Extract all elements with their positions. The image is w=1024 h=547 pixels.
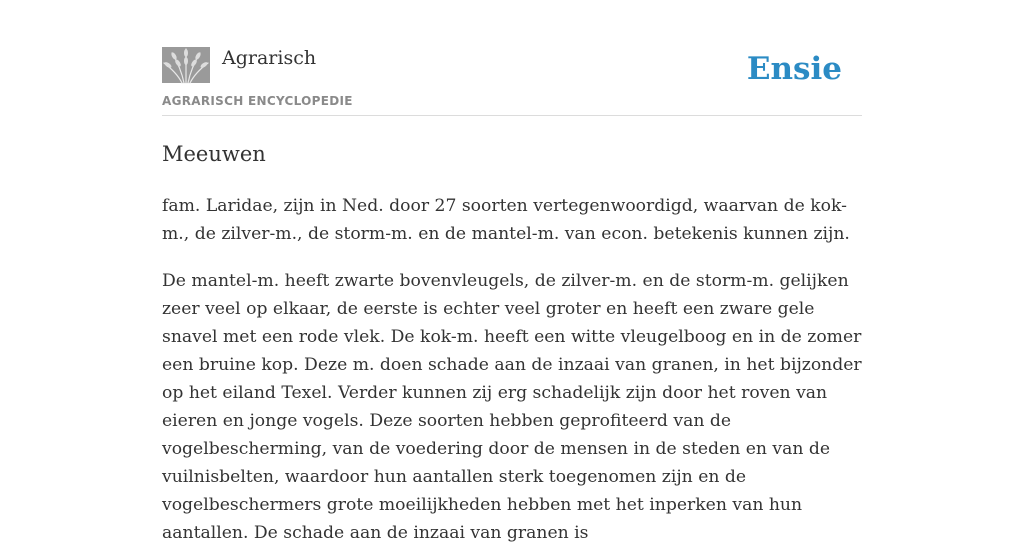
source-subtitle: AGRARISCH ENCYCLOPEDIE [162, 94, 353, 108]
source-avatar-wheat-icon[interactable] [162, 47, 210, 83]
article-paragraph: De mantel-m. heeft zwarte bovenvleugels, de zilver-m. en de storm-m. gelijken zeer veel op elkaar, de eerste is echter veel groter en heeft een zware gele snavel met een rode vlek. De kok-m. heeft een witte vleugelboog en in de zomer een bruine kop. Deze m. doen schade aan de inzaai van granen, in het bijzonder op het eiland Texel. Verder kunnen zij erg schadelijk zijn door het roven van eieren en jonge vogels. Deze soorten hebben geprofiteerd van de vogelbescherming, van de voedering door de mensen in de steden en van de vuilnisbelten, waardoor hun aantallen sterk toegenomen zijn en de vogelbeschermers grote moeilijkheden hebben met het inperken van hun aantallen. De schade aan de inzaai van granen is [162, 271, 862, 543]
page-title: Meeuwen [162, 142, 266, 166]
article-paragraph: fam. Laridae, zijn in Ned. door 27 soorten vertegenwoordigd, waarvan de kok-m., de zilver-m., de storm-m. en de mantel-m. van econ. betekenis kunnen zijn. [162, 196, 850, 244]
ensie-logo[interactable]: Ensie [746, 51, 842, 87]
header [162, 0, 862, 116]
content-column [162, 0, 862, 543]
source-name-link[interactable]: Agrarisch [222, 47, 317, 69]
